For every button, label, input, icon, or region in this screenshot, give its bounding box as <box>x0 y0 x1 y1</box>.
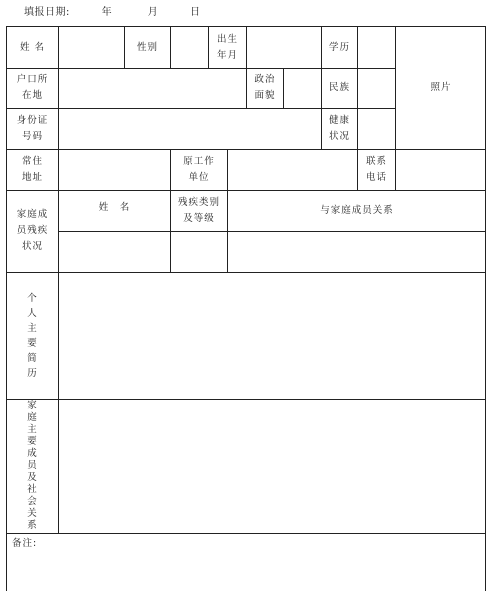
family-members-label-char: 要 <box>27 436 38 447</box>
birth-value[interactable] <box>247 27 321 68</box>
birth-label-line2: 年月 <box>216 49 238 61</box>
resume-label-char: 历 <box>27 367 38 379</box>
fd-type-header-line1: 残疾类别 <box>177 196 220 208</box>
health-label <box>322 108 357 149</box>
prev-work-label-line1: 原工作 <box>183 155 215 167</box>
family-members-label-char: 系 <box>27 520 38 531</box>
family-members-label-char: 主 <box>27 424 38 435</box>
family-members-label <box>7 399 58 533</box>
political-label-line1: 政治 <box>254 74 276 85</box>
id-label <box>7 108 58 149</box>
resume-label-char: 人 <box>27 307 38 319</box>
family-members-label-char: 庭 <box>27 412 38 423</box>
fd-type-header-line2: 及等级 <box>183 212 215 224</box>
family-members-label-char: 社 <box>27 484 38 495</box>
hukou-label-line1: 户口所 <box>16 74 49 85</box>
fd-relation-header: 与家庭成员关系 <box>320 204 394 216</box>
family-members-label-char: 关 <box>27 508 38 519</box>
contact-label-line2: 电话 <box>365 171 387 183</box>
resume-label-char: 主 <box>27 322 38 334</box>
hukou-value[interactable] <box>59 68 246 108</box>
contact-value[interactable] <box>396 149 486 190</box>
hukou-label-line2: 在地 <box>21 90 43 101</box>
resume-label-char: 要 <box>27 337 38 349</box>
family-disabled-label-line1: 家庭成 <box>16 209 49 220</box>
family-members-label-char: 成 <box>27 448 38 459</box>
day-label: 日 <box>189 7 201 18</box>
id-label-line1: 身份证 <box>16 114 49 126</box>
health-label-line1: 健康 <box>328 114 350 126</box>
family-disabled-label-line3: 状况 <box>21 241 43 252</box>
political-value[interactable] <box>284 68 321 108</box>
birth-label <box>209 27 246 68</box>
health-label-line2: 状况 <box>328 130 350 142</box>
ethnicity-label: 民族 <box>328 82 350 93</box>
fd-type-value[interactable] <box>171 232 227 272</box>
resume-value[interactable] <box>59 272 486 399</box>
ethnicity-value[interactable] <box>358 68 395 108</box>
political-label-line2: 面貌 <box>254 90 276 101</box>
prev-work-label <box>171 149 227 190</box>
resume-label-char: 简 <box>27 352 38 364</box>
contact-label <box>358 149 395 190</box>
resume-label <box>7 272 58 399</box>
political-label <box>247 68 283 108</box>
id-label-line2: 号码 <box>21 130 43 142</box>
residence-label <box>7 149 58 190</box>
family-disabled-label <box>7 190 58 272</box>
education-value[interactable] <box>358 27 395 68</box>
birth-label-line1: 出生 <box>216 33 238 45</box>
family-members-value[interactable] <box>59 399 486 533</box>
gender-label: 性别 <box>136 41 158 53</box>
family-disabled-label-line2: 员残疾 <box>16 225 49 236</box>
family-members-label-char: 及 <box>27 472 38 483</box>
fd-name-header: 姓 名 <box>98 202 131 213</box>
gender-value[interactable] <box>171 27 208 68</box>
fd-relation-value[interactable] <box>228 232 486 272</box>
contact-label-line1: 联系 <box>365 155 387 167</box>
remarks-value[interactable] <box>47 534 486 592</box>
remarks-label: 备注: <box>12 538 38 549</box>
residence-value[interactable] <box>59 149 170 190</box>
photo-box[interactable]: 照片 <box>430 82 452 93</box>
education-label: 学历 <box>328 41 350 53</box>
family-members-label-char: 家 <box>27 400 38 411</box>
name-value[interactable] <box>59 27 124 68</box>
year-label: 年 <box>101 7 113 18</box>
form-header <box>24 3 200 18</box>
name-label: 姓 名 <box>19 41 46 53</box>
resume-label-char: 个 <box>27 292 38 304</box>
residence-label-line1: 常住 <box>21 155 43 167</box>
id-value[interactable] <box>59 108 321 149</box>
health-value[interactable] <box>358 108 395 149</box>
prev-work-value[interactable] <box>228 149 357 190</box>
family-members-label-char: 员 <box>27 460 38 471</box>
family-members-label-char: 会 <box>27 496 38 507</box>
residence-label-line2: 地址 <box>21 171 43 183</box>
month-label: 月 <box>147 7 159 18</box>
fd-name-value[interactable] <box>59 232 170 272</box>
hukou-label <box>7 68 58 108</box>
date-label: 填报日期: <box>24 7 70 18</box>
prev-work-label-line2: 单位 <box>188 171 210 183</box>
registration-form <box>6 26 486 591</box>
fd-type-header <box>171 190 227 231</box>
